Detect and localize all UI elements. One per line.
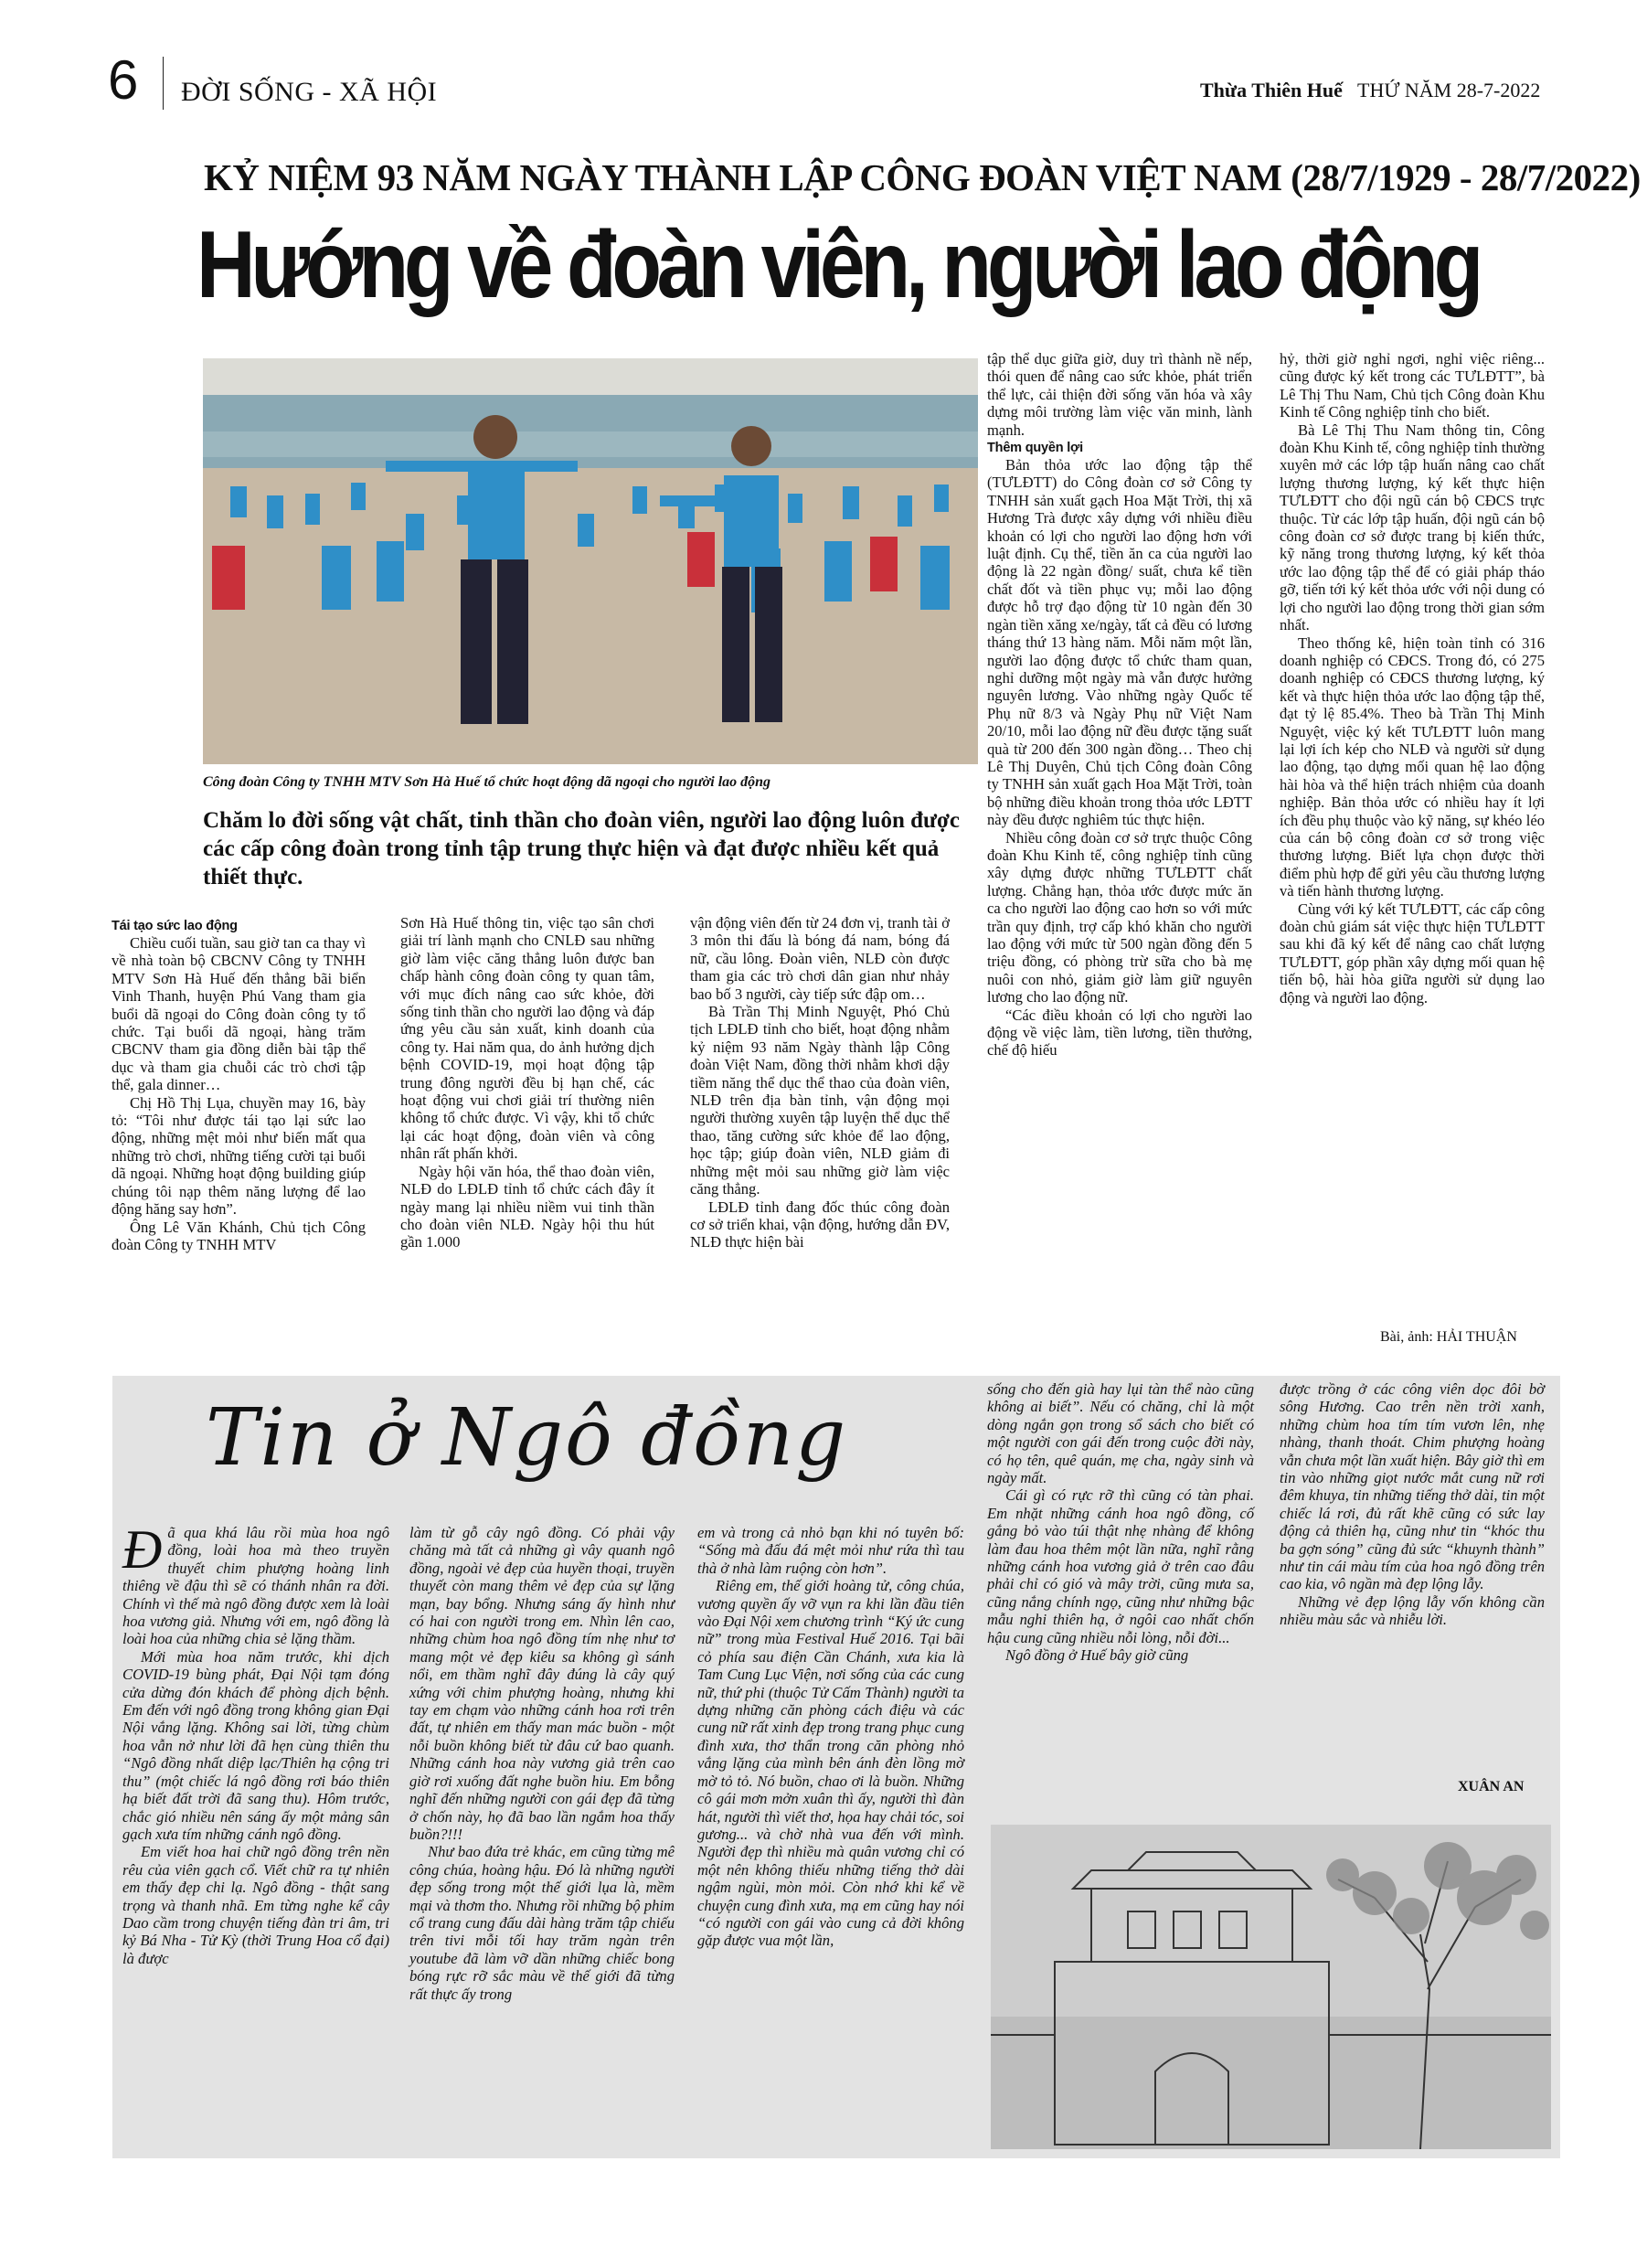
gate-drawing bbox=[991, 1825, 1551, 2149]
paragraph: LĐLĐ tỉnh đang đốc thúc công đoàn cơ sở triển khai, vận động, hướng dẫn ĐV, NLĐ thực hiện bài bbox=[690, 1198, 950, 1251]
paragraph: Nhiều công đoàn cơ sở trực thuộc Công đoàn Khu Kinh tế, công nghiệp tỉnh cũng xây dựng được những TƯLĐTT chất lượng. Chẳng hạn, thỏa ước được mức ăn ca cho người lao động cao hơn so với mức trần quy định, trợ cấp khó khăn cho người lao động với mức từ 500 ngàn đồng đến 5 triệu đồng, có phòng trừ sữa cho bà mẹ nuôi con nhỏ, giảm giờ làm giữ nguyên lương cho lao động nữ. bbox=[987, 828, 1252, 1006]
paragraph: tập thể dục giữa giờ, duy trì thành nề nếp, thói quen để nâng cao sức khỏe, phát triển thể lực, cải thiện đời sống văn hóa và xây dựng môi trường làm việc văn minh, lành mạnh. bbox=[987, 350, 1252, 439]
paragraph: vận động viên đến từ 24 đơn vị, tranh tài ở 3 môn thi đấu là bóng đá nam, bóng đá nữ, cầu lông. Đoàn viên, NLĐ còn được tham gia các trò chơi dân gian như nhảy bao bố 3 người, cày tiếp sức đập om… bbox=[690, 914, 950, 1003]
citadel-gate-sketch bbox=[991, 1825, 1551, 2149]
header-divider bbox=[163, 57, 164, 110]
article-photo bbox=[203, 358, 978, 764]
essay-column-4 bbox=[987, 1380, 1254, 1665]
article-headline: Hướng về đoàn viên, người lao động bbox=[197, 212, 1480, 318]
paragraph: em và trong cả nhỏ bạn khi nó tuyên bố: “Sống mà đấu đá mệt mỏi như rứa thì tau thà ở nhà làm ruộng còn hơn”. bbox=[697, 1524, 964, 1577]
paragraph: Như bao đứa trẻ khác, em cũng từng mê công chúa, hoàng hậu. Đó là những người đẹp sống trong một thế giới lụa là, mềm mại và thơm tho. Nhưng rồi những bộ phim cổ trang cung đấu dài hàng trăm tập chiếu trên tivi mỗi tối hay trăm ngàn trên youtube đã làm vỡ dần những chiếc bong bóng rực rỡ sắc màu về thế giới đã từng rất thực ấy trong bbox=[409, 1843, 675, 2003]
article-column-1 bbox=[112, 917, 366, 1253]
paragraph: Mới mùa hoa năm trước, khi dịch COVID-19 bùng phát, Đại Nội tạm đóng cửa dừng đón khách để phòng dịch bệnh. Em đến với ngô đồng trong không gian Đại Nội vắng lặng. Không sai lời, từng chùm hoa vẫn nở như lời đã hẹn cùng thiên thu “Ngô đồng nhất diệp lạc/Thiên hạ cộng tri thu” (một chiếc lá ngô đồng rơi báo thiên hạ biết đất trời đã sang thu). Hôm trước, chắc gió nhiều nên sáng ấy một mảng sân gạch xưa tím những cánh ngô đồng. bbox=[122, 1647, 389, 1843]
article-column-3 bbox=[690, 914, 950, 1251]
beach-exercise-illustration bbox=[203, 358, 978, 764]
issue-date: THỨ NĂM 28-7-2022 bbox=[1357, 79, 1541, 101]
paragraph: Những vẻ đẹp lộng lẫy vốn không cần nhiều màu sắc và nhiễu lời. bbox=[1280, 1592, 1545, 1629]
essay-column-1 bbox=[122, 1519, 389, 1967]
paragraph: làm từ gỗ cây ngô đồng. Có phải vậy chăng mà tất cả những gì vây quanh ngô đồng, ngoài vẻ đẹp của huyền thoại, truyền thuyết còn mang thêm vẻ đẹp của sự lặng mạn, bay bổng. Nhưng sáng ấy hình như có hai con người trong em. Nhìn lên cao, những chùm hoa ngô đồng tím nhẹ như tơ mang một vẻ đẹp kiêu sa không gì sánh nổi, em thầm nghĩ đây đúng là cây quý xứng với chim phượng hoàng, nhưng khi tay em chạm vào những cánh hoa rơi trên đất, tự nhiên em thấy man mác buồn - một nỗi buồn không biết từ đâu cứ bao quanh. Những cánh hoa này vương giả trên cao giờ rơi xuống đất nghe buồn hiu. Em bỗng nghĩ đến những người con gái đẹp đã từng ở chốn này, họ đã bao lần ngắm hoa thấy buồn?!!! bbox=[409, 1524, 675, 1843]
paragraph: Riêng em, thế giới hoàng tử, công chúa, vương quyền ấy vỡ vụn ra khi lần đầu tiên vào Đại Nội xem chương trình “Ký ức cung nữ” trong mùa Festival Huế 2016. Tại bãi cỏ phía sau điện Cần Chánh, xưa kia là Tam Cung Lục Viện, nơi sống của các cung nữ, thứ phi (thuộc Tử Cấm Thành) người ta dựng những căn phòng cách điệu và các cung nữ rất xinh đẹp trong trang phục cung đình xưa, thơ thẩn trong căn phòng nhỏ vắng lặng của mình bên ánh đèn lồng mờ mờ tỏ tỏ. Nó buồn, chao ơi là buồn. Những cô gái mơn mởn xuân thì ấy, người thì đàn hát, người thì viết thơ, họa hay chải tóc, soi gương... và chờ nhà vua đến với mình. Người đẹp thì nhiều mà quân vương chỉ có một nên không thiếu những tiếng thở dài ngậm ngùi, mòn mỏi. Còn nhớ khi kể về chuyện cung đình xưa, mạ em cũng hay nói “có người con gái vào cung cả đời không gặp được vua một lần, bbox=[697, 1577, 964, 1950]
paragraph: Ngô đồng ở Huế bây giờ cũng bbox=[1005, 1646, 1189, 1665]
paragraph: Cùng với ký kết TƯLĐTT, các cấp công đoàn chủ giám sát việc thực hiện TƯLĐTT sau khi đã ký kết để nâng cao chất lượng TƯLĐTT, góp phần xây dựng mối quan hệ tiến bộ, hài hòa giữa người sử dụng lao động và người lao động. bbox=[1280, 900, 1545, 1006]
subheading-tai-tao: Tái tạo sức lao động bbox=[112, 919, 238, 933]
article-column-2 bbox=[400, 914, 654, 1251]
essay-title: Tin ở Ngô đồng bbox=[206, 1392, 848, 1484]
newspaper-name: Thừa Thiên Huế bbox=[1200, 79, 1343, 101]
page-number: 6 bbox=[108, 49, 139, 111]
paragraph: “Các điều khoản có lợi cho người lao động về việc làm, tiền lương, tiền thưởng, chế độ hiếu bbox=[987, 1006, 1252, 1059]
photo-caption: Công đoàn Công ty TNHH MTV Sơn Hà Huế tổ chức hoạt động dã ngoại cho người lao động bbox=[203, 774, 771, 790]
paragraph: ã qua khá lâu rồi mùa hoa ngô đồng, loài hoa mà theo truyền thuyết chim phượng hoàng linh thiêng về đậu thì sẽ có thánh nhân ra đời. Chính vì thế mà ngô đồng được xem là loài hoa vương giả. Nhưng với em, ngô đồng là loài hoa của những chia sẻ lặng thầm. bbox=[122, 1524, 389, 1648]
paragraph: Bà Lê Thị Thu Nam thông tin, Công đoàn Khu Kinh tế, công nghiệp tỉnh thường xuyên mở các lớp tập huấn nâng cao chất lượng thương lượng, ký kết thực hiện TƯLĐTT cho đội ngũ cán bộ CĐCS trực thuộc. Từ các lớp tập huấn, đội ngũ cán bộ công đoàn cơ sở được trang bị kiến thức, kỹ năng trong thương lượng, ký kết thỏa ước lao động tập thể để có giải pháp tháo gỡ, tiến tới ký kết thỏa ước với nội dung có lợi cho người lao động trong thời gian sớm nhất. bbox=[1280, 421, 1545, 634]
paragraph: Chiều cuối tuần, sau giờ tan ca thay vì về nhà toàn bộ CBCNV Công ty TNHH MTV Sơn Hà Huế đến thẳng bãi biển Vinh Thanh, huyện Phú Vang tham gia buổi dã ngoại do Công đoàn công ty tổ chức. Tại buổi dã ngoại, hàng trăm CBCNV tham gia đồng diễn bài tập thể dục và tham gia chuỗi các trò chơi tập thể, gala dinner… bbox=[112, 934, 366, 1094]
paragraph: Sơn Hà Huế thông tin, việc tạo sân chơi giải trí lành mạnh cho CNLĐ sau những giờ làm việc căng thẳng luôn được ban chấp hành công đoàn công ty quan tâm, với mục đích nâng cao sức khỏe, đời sống tinh thần cho người lao động và đáp ứng yêu cầu sản xuất, kinh doanh của công ty. Hai năm qua, do ảnh hưởng dịch bệnh COVID-19, mọi hoạt động tập trung đông người đều bị hạn chế, các hoạt động vui chơi giải trí thường niên không tổ chức được. Vì vậy, khi tổ chức lại các hoạt động, đoàn viên và công nhân rất phấn khởi. bbox=[400, 914, 654, 1163]
essay-column-2 bbox=[409, 1524, 675, 2003]
essay-column-3 bbox=[697, 1524, 964, 1950]
subheading-them-quyen-loi: Thêm quyền lợi bbox=[987, 441, 1083, 456]
paragraph: hỷ, thời giờ nghỉ ngơi, nghỉ việc riêng... cũng được ký kết trong các TƯLĐTT”, bà Lê Thị Thu Nam, Chủ tịch Công đoàn Khu Kinh tế Công nghiệp tỉnh cho biết. bbox=[1280, 350, 1545, 421]
essay-column-5 bbox=[1280, 1380, 1545, 1629]
paragraph: Em viết hoa hai chữ ngô đồng trên nền rêu của viên gạch cổ. Viết chữ ra tự nhiên em thấy đẹp chi lạ. Ngô đồng - thật sang trọng và thanh nhã. Em từng nghe kể cây Dao cầm trong chuyện tiếng đàn tri âm, tri kỷ Bá Nha - Tử Kỳ (thời Trung Hoa cổ đại) là được bbox=[122, 1843, 389, 1967]
paragraph: Ông Lê Văn Khánh, Chủ tịch Công đoàn Công ty TNHH MTV bbox=[112, 1218, 366, 1253]
drop-cap: Đ bbox=[122, 1519, 163, 1580]
paragraph: sống cho đến già hay lụi tàn thể nào cũng không ai biết”. Nếu có chăng, chỉ là một dòng ngắn gọn trong sổ sách cho biết có một người con gái đến trong cuộc đời này, có họ tên, quê quán, mẹ cha, ngày sinh và ngày mất. bbox=[987, 1380, 1254, 1487]
section-name: ĐỜI SỐNG - XÃ HỘI bbox=[181, 77, 438, 107]
article-byline: Bài, ảnh: HẢI THUẬN bbox=[1380, 1329, 1517, 1345]
paragraph: Theo thống kê, hiện toàn tỉnh có 316 doanh nghiệp có CĐCS. Trong đó, có 275 doanh nghiệp có CĐCS thương lượng, ký kết và thực hiện thỏa ước lao động tập thể, đạt tỷ lệ 85.4%. Theo bà Trần Thị Minh Nguyệt, việc ký kết TƯLĐTT luôn mang lại lợi ích kép cho NLĐ và người sử dụng lao động, tạo dựng mối quan hệ lao động hài hòa và thể hiện trách nhiệm của doanh nghiệp. Bản thỏa ước có nhiều hay ít lợi ích đều phụ thuộc vào kỹ năng, sự khéo léo của cán bộ công đoàn cơ sở trong việc thương lượng. Biết lựa chọn được thời điểm phù hợp để gửi yêu cầu thương lượng và tiến hành thương lượng. bbox=[1280, 634, 1545, 900]
paragraph: Ngày hội văn hóa, thể thao đoàn viên, NLĐ do LĐLĐ tỉnh tổ chức cách đây ít ngày mang lại nhiều niềm vui tinh thần cho đoàn viên NLĐ. Ngày hội thu hút gần 1.000 bbox=[400, 1162, 654, 1251]
paragraph: Cái gì có rực rỡ thì cũng có tàn phai. Em nhặt những cánh hoa ngô đồng, cố gắng bỏ vào túi thật nhẹ nhàng để không làm đau hoa thêm một lần nữa, nghĩ rằng những cánh hoa vương giả ở trên cao đâu phải chỉ có gió và mây trời, cũng mưa sa, cũng nắng chính ngọ, cũng như những bậc mẫu nghi thiên hạ, ở ngôi cao nhất chốn hậu cung cũng nhiều nỗi lòng, nỗi đời... bbox=[987, 1486, 1254, 1646]
article-lead: Chăm lo đời sống vật chất, tinh thần cho đoàn viên, người lao động luôn được các cấp công đoàn trong tỉnh tập trung thực hiện và đạt được nhiều kết quả thiết thực. bbox=[203, 808, 960, 889]
article-kicker: KỶ NIỆM 93 NĂM NGÀY THÀNH LẬP CÔNG ĐOÀN VIỆT NAM (28/7/1929 - 28/7/2022) bbox=[204, 156, 1641, 198]
paragraph: Bà Trần Thị Minh Nguyệt, Phó Chủ tịch LĐLĐ tỉnh cho biết, hoạt động nhằm kỷ niệm 93 năm Ngày thành lập Công đoàn Việt Nam, đồng thời nhằm khơi dậy tiềm năng thể dục thể thao của đoàn viên, NLĐ trên địa bàn tỉnh, vận động mọi người thường xuyên tập luyện thể dục thể thao, tăng cường sức khỏe để lao động, học tập; giúp đoàn viên, NLĐ giảm đi những mệt mỏi sau những giờ làm việc căng thẳng. bbox=[690, 1003, 950, 1198]
paragraph: Chị Hồ Thị Lụa, chuyền may 16, bày tỏ: “Tôi như được tái tạo lại sức lao động, những mệt mỏi như biến mất qua những trò chơi, những tiếng cười tại buổi dã ngoại. Những hoạt động building giúp chúng tôi nạp thêm năng lượng để lao động hăng say hơn”. bbox=[112, 1093, 366, 1219]
article-column-4 bbox=[987, 350, 1252, 1059]
article-column-5 bbox=[1280, 350, 1545, 1006]
essay-author: XUÂN AN bbox=[1458, 1779, 1525, 1794]
paragraph: được trồng ở các công viên dọc đôi bờ sông Hương. Cao trên nền trời xanh, những chùm hoa tím tím vươn lên, nhẹ nhàng, thanh thoát. Chim phượng hoàng vẫn chưa một lần xuất hiện. Bây giờ thì em tin vào những giọt nước mắt cung nữ rơi đêm khuya, tin những tiếng thở dài, tin một chiếc lá rơi, đủ rất khẽ cũng có sức lay động cả thiên hạ, cũng như tin “khóc thu ba gợn sóng” cũng đủ sức “khuynh thành” như tin cái màu tím của hoa ngô đồng trên cao kia, vô ngần mà đẹp lộng lẫy. bbox=[1280, 1380, 1545, 1593]
paragraph: Bản thỏa ước lao động tập thể (TƯLĐTT) do Công đoàn cơ sở Công ty TNHH sản xuất gạch Hoa Mặt Trời, thị xã Hương Trà được xây dựng với nhiều điều khoản có lợi cho người lao động hơn với luật định. Cụ thể, tiền ăn ca của người lao động là 22 ngàn đồng/ suất, chưa kể tiền chất đốt và tiền phục vụ; mỗi lao động được hỗ trợ đạo động từ 10 ngàn đến 30 ngàn tiền xăng xe/ngày, tất cả đều có lương tháng thứ 13 hàng năm. Mỗi năm một lần, người lao động được tổ chức tham quan, nghỉ dưỡng một ngày mà vẫn được hưởng nguyên lương. Vào những ngày Quốc tế Phụ nữ 8/3 và Ngày Phụ nữ Việt Nam 20/10, mỗi lao động nữ đều được tặng suất quà từ 200 đến 300 ngàn đồng… Theo chị Lê Thị Duyên, Chủ tịch Công đoàn Công ty TNHH sản xuất gạch Hoa Mặt Trời, toàn bộ những điều khoản trong thỏa ước LĐTT này đều được nghiêm túc thực hiện. bbox=[987, 456, 1252, 829]
